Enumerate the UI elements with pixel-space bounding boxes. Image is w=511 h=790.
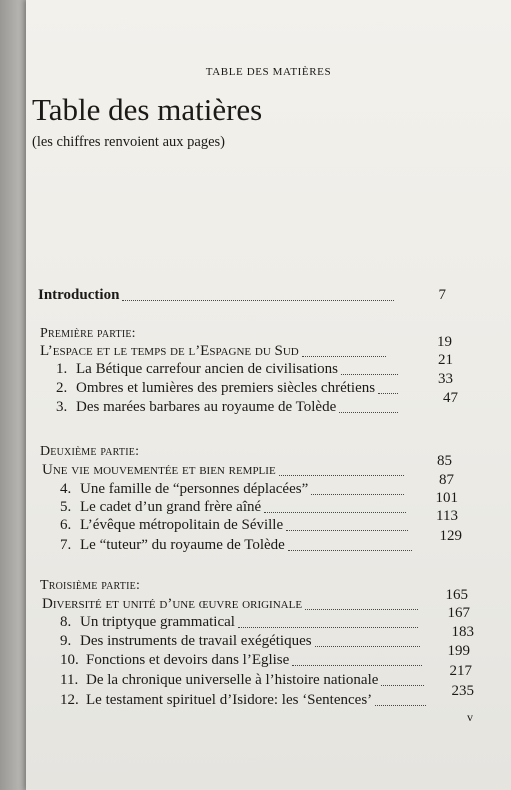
leader-dots bbox=[315, 643, 420, 647]
toc-page-number: 85 bbox=[437, 453, 452, 469]
chapter-number: 2. bbox=[56, 380, 68, 396]
chapter-number: 12. bbox=[60, 692, 79, 708]
chapter-title: La Bétique carrefour ancien de civilisations bbox=[76, 361, 338, 377]
chapter-number: 11. bbox=[60, 672, 79, 688]
leader-dots bbox=[292, 662, 422, 666]
leader-dots bbox=[341, 371, 398, 375]
leader-dots bbox=[305, 606, 418, 610]
chapter-title: Le testament spirituel d’Isidore: les ‘Sentences’ bbox=[86, 692, 373, 708]
toc-page-number: 19 bbox=[437, 334, 452, 350]
chapter-number: 6. bbox=[60, 517, 72, 533]
chapter-number: 4. bbox=[60, 481, 72, 497]
toc-page-number: 199 bbox=[447, 643, 470, 659]
page-title: Table des matières bbox=[32, 92, 263, 127]
toc-page-number: 167 bbox=[447, 605, 470, 621]
toc-page-number: 47 bbox=[443, 390, 458, 406]
part-3-label: Troisième partie: bbox=[40, 578, 141, 593]
chapter-number: 5. bbox=[60, 499, 72, 515]
toc-page-number: 113 bbox=[436, 508, 458, 524]
leader-dots bbox=[378, 390, 398, 394]
chapter-title: Ombres et lumières des premiers siècles chrétiens bbox=[76, 380, 376, 396]
chapter-number: 10. bbox=[60, 652, 79, 668]
chapter-3 bbox=[56, 390, 458, 416]
toc-page-number: 87 bbox=[439, 472, 454, 488]
part-2-title: Une vie mouvementée et bien remplie bbox=[42, 462, 276, 478]
chapter-title: Une famille de “personnes déplacées” bbox=[80, 481, 309, 497]
leader-dots bbox=[381, 682, 424, 686]
chapter-8 bbox=[60, 605, 470, 631]
leader-dots bbox=[375, 702, 426, 706]
chapter-number: 7. bbox=[60, 537, 72, 553]
chapter-number: 9. bbox=[60, 633, 72, 649]
leader-dots bbox=[238, 624, 418, 628]
chapter-title: Le cadet d’un grand frère aîné bbox=[80, 499, 262, 515]
toc-page-number: 235 bbox=[451, 683, 474, 699]
leader-dots bbox=[122, 297, 394, 301]
chapter-title: Le “tuteur” du royaume de Tolède bbox=[80, 537, 285, 553]
folio-number: v bbox=[467, 710, 473, 724]
part-1-title: L’espace et le temps de l’Espagne du Sud bbox=[40, 343, 299, 359]
part-1-label: Première partie: bbox=[40, 326, 136, 341]
chapter-12 bbox=[60, 683, 474, 709]
chapter-number: 3. bbox=[56, 399, 68, 415]
chapter-1 bbox=[56, 352, 453, 378]
part-1-title-entry bbox=[40, 334, 452, 360]
leader-dots bbox=[302, 353, 386, 357]
leader-dots bbox=[339, 409, 398, 413]
chapter-number: 1. bbox=[56, 361, 68, 377]
toc-page-number: 165 bbox=[445, 587, 468, 603]
toc-page-number: 7 bbox=[438, 287, 446, 303]
chapter-2 bbox=[56, 371, 453, 397]
toc-page-number: 101 bbox=[435, 490, 458, 506]
toc-page-number: 217 bbox=[449, 663, 472, 679]
toc-introduction-label: Introduction bbox=[38, 287, 120, 303]
chapter-6 bbox=[60, 508, 458, 534]
part-3-title-entry bbox=[42, 587, 468, 613]
chapter-title: Des marées barbares au royaume de Tolède bbox=[76, 399, 337, 415]
chapter-9 bbox=[60, 624, 474, 650]
chapter-title: De la chronique universelle à l’histoire nationale bbox=[86, 672, 379, 688]
leader-dots bbox=[286, 527, 408, 531]
chapter-10 bbox=[60, 643, 470, 669]
chapter-number: 8. bbox=[60, 614, 72, 630]
part-2-label: Deuxième partie: bbox=[40, 444, 140, 459]
chapter-title: Un triptyque grammatical bbox=[80, 614, 235, 630]
chapter-7 bbox=[60, 528, 462, 554]
leader-dots bbox=[279, 472, 404, 476]
toc-page-number: 183 bbox=[451, 624, 474, 640]
toc-page-number: 21 bbox=[438, 352, 453, 368]
running-head: TABLE DES MATIÈRES bbox=[205, 66, 332, 78]
toc-page-number: 33 bbox=[438, 371, 453, 387]
part-2-title-entry bbox=[42, 453, 452, 479]
chapter-11 bbox=[60, 663, 472, 689]
page-subtitle: (les chiffres renvoient aux pages) bbox=[32, 134, 225, 150]
chapter-title: Fonctions et devoirs dans l’Eglise bbox=[86, 652, 290, 668]
leader-dots bbox=[288, 547, 412, 551]
toc-introduction bbox=[38, 287, 446, 304]
leader-dots bbox=[264, 509, 406, 513]
book-page bbox=[26, 0, 511, 790]
leader-dots bbox=[311, 491, 404, 495]
chapter-title: Des instruments de travail exégétiques bbox=[80, 633, 312, 649]
toc-page-number: 129 bbox=[439, 528, 462, 544]
chapter-title: L’évêque métropolitain de Séville bbox=[80, 517, 284, 533]
part-3-title: Diversité et unité d’une œuvre originale bbox=[42, 596, 303, 612]
chapter-4 bbox=[60, 472, 454, 498]
